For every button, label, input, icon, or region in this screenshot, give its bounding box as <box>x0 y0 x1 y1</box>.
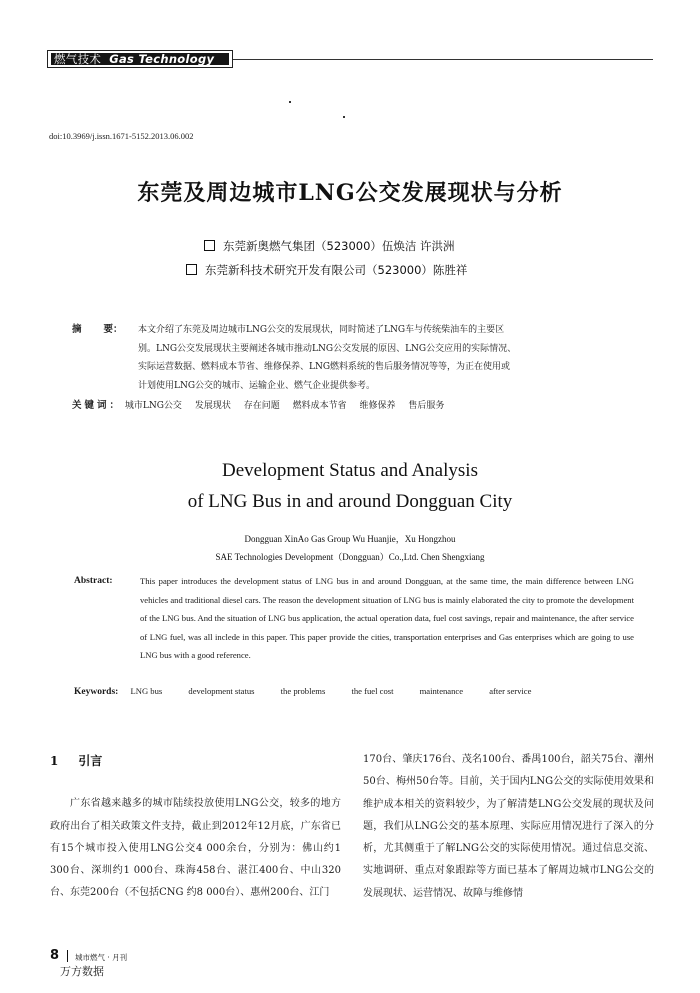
keyword-en: LNG bus <box>130 686 163 696</box>
author-line-2-text: 东莞新科技术研究开发有限公司（523000）陈胜祥 <box>205 263 468 277</box>
keyword-cn: 存在问题 <box>243 401 280 411</box>
abstract-cn <box>72 321 632 395</box>
body-paragraph-right: 170台、肇庆176台、茂名100台、番禺100台，韶关75台、潮州50台、梅州50台等。目前，关于国内LNG公交的实际使用效果和维护成本相关的资料较少，为了解清楚LNG公交发展的现状及问题，我们从LNG公交的基本原理、实际应用情况进行了深入的分析，尤其侧重于了解LNG公交的实际使用情况。通过信息交流、实地调研、重点对象跟踪等方面已基本了解周边城市LNG公交的发展现状、运营情况、故障与维修情 <box>363 754 654 899</box>
scan-speck <box>289 101 291 103</box>
abstract-en-label: Abstract: <box>74 576 113 586</box>
title-cn: 东莞及周边城市LNG公交发展现状与分析 <box>137 180 563 206</box>
section-1-title: 引言 <box>78 754 103 768</box>
abstract-cn-label: 摘 要： <box>72 324 123 335</box>
keyword-en: development status <box>188 686 255 696</box>
checkbox-square-icon <box>204 240 215 251</box>
scan-speck <box>343 116 345 118</box>
keyword-cn: 售后服务 <box>408 401 445 411</box>
footer-divider <box>67 950 68 962</box>
affiliation-en-1: Dongguan XinAo Gas Group Wu Huanjie，Xu Hongzhou <box>244 534 456 544</box>
title-en-line-1: Development Status and Analysis <box>222 460 478 481</box>
keyword-cn: 城市LNG公交 <box>124 401 182 411</box>
abstract-cn-text <box>138 321 632 395</box>
abstract-cn-line: 计划使用LNG公交的城市、运输企业、燃气企业提供参考。 <box>138 380 376 391</box>
abstract-en-text: This paper introduces the development status of LNG bus in and around Dongguan, at the same time, the main difference between LNG vehicles and traditional diesel cars. The reason the development situation of LNG bus is mainly elaborated the city to promote the development of the LNG bus. And the situation of LNG bus application, the actual operation data, fuel cost savings, repair and maintenance, the after service of LNG fuel, was all inclede in this paper. This paper provide the cities, transportation enterprises and Gas enterprises which are going to use LNG bus with a good reference. <box>140 576 634 660</box>
watermark: 万方数据 <box>60 965 104 978</box>
author-line-1 <box>204 238 455 254</box>
abstract-cn-line: 别。LNG公交发展现状主要阐述各城市推动LNG公交发展的原因、LNG公交应用的实际情况、 <box>138 343 517 354</box>
keyword-cn: 发展现状 <box>194 401 231 411</box>
author-line-1-text: 东莞新奥燃气集团（523000）伍焕洁 许洪洲 <box>223 239 455 253</box>
author-line-2 <box>186 262 467 278</box>
title-en-line-2: of LNG Bus in and around Dongguan City <box>187 491 513 512</box>
section-1-heading <box>50 752 102 769</box>
keywords-en-label: Keywords: <box>74 687 119 697</box>
abstract-cn-line: 实际运营数据、燃料成本节省、维修保养、LNG燃料系统的售后服务情况等等，为正在使用或 <box>138 362 511 372</box>
body-paragraph-left: 广东省越来越多的城市陆续投放使用LNG公交，较多的地方政府出台了相关政策文件支持，截止到2012年12月底，广东省已有15个城市投入使用LNG公交4 000余台，分别为：佛山约1 300台、深圳约1 000台、珠海458台、湛江400台、中山320台、东莞200台（不包括CNG 约8 000台）、惠州200台、江门 <box>50 798 341 899</box>
keyword-en: the problems <box>280 686 326 696</box>
header-rule <box>233 59 653 60</box>
section-1-number: 1 <box>50 754 59 768</box>
keyword-cn: 维修保养 <box>359 401 396 411</box>
section-header-label <box>54 52 214 66</box>
keywords-en <box>74 686 555 697</box>
keyword-en: the fuel cost <box>351 686 394 696</box>
keyword-cn: 燃料成本节省 <box>292 401 347 411</box>
section-header-box <box>47 50 233 68</box>
journal-name: 城市燃气 · 月刊 <box>75 953 128 962</box>
affiliation-en-2: SAE Technologies Development（Dongguan）Co.,Ltd. Chen Shengxiang <box>215 552 485 562</box>
keyword-en: maintenance <box>419 686 464 696</box>
abstract-cn-line: 本文介绍了东莞及周边城市LNG公交的发展现状，同时简述了LNG车与传统柴油车的主要区 <box>138 325 505 335</box>
keyword-en: after service <box>489 686 532 696</box>
body-column-left <box>50 771 341 905</box>
page-number: 8 <box>50 948 60 963</box>
abstract-en <box>74 572 634 665</box>
body-column-right <box>363 749 654 905</box>
doi: doi:10.3969/j.issn.1671-5152.2013.06.002 <box>49 131 194 141</box>
section-header-cn: 燃气技术 <box>54 52 102 66</box>
section-header-en: Gas Technology <box>109 52 215 66</box>
keywords-cn <box>72 397 632 411</box>
checkbox-square-icon <box>186 264 197 275</box>
keywords-cn-label: 关键词： <box>72 400 123 411</box>
